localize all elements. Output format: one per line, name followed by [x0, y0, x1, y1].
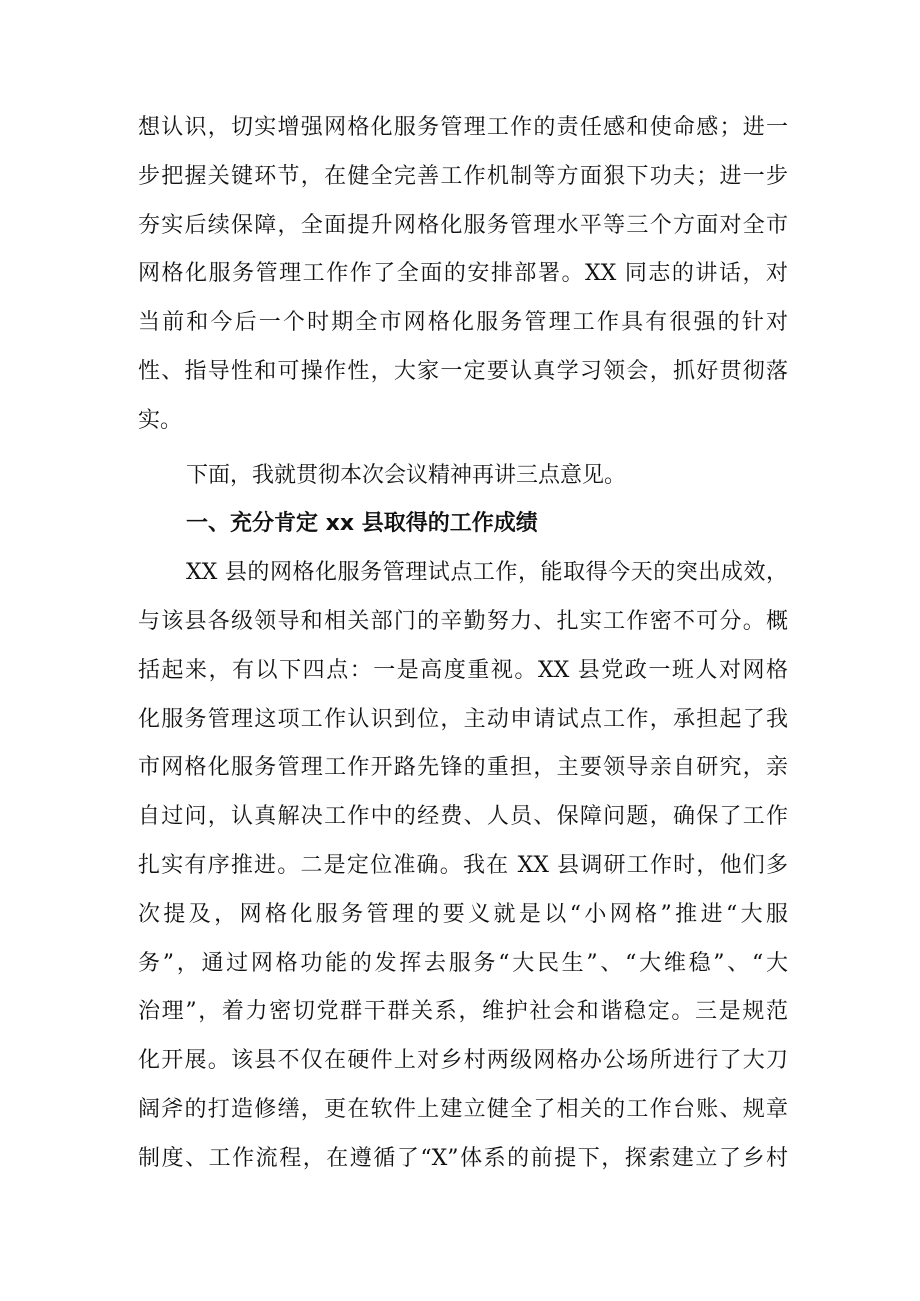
heading-text: 一、充分肯定 xx 县取得的工作成绩	[186, 511, 538, 537]
text-line: 化服务管理这项工作认识到位，主动申请试点工作，承担起了我	[138, 706, 788, 732]
text-line: 网格化服务管理工作作了全面的安排部署。XX 同志的讲话，对	[138, 261, 788, 287]
section-heading	[138, 500, 788, 549]
text-line: 与该县各级领导和相关部门的辛勤努力、扎实工作密不可分。概	[138, 608, 788, 634]
document-page	[138, 104, 788, 1184]
text-line: 步把握关键环节，在健全完善工作机制等方面狠下功夫；进一步	[138, 163, 788, 189]
paragraph-2	[138, 452, 788, 501]
text-line: 化开展。该县不仅在硬件上对乡村两级网格办公场所进行了大刀	[138, 1048, 788, 1074]
text-line: 阔斧的打造修缮，更在软件上建立健全了相关的工作台账、规章	[138, 1096, 788, 1122]
text-line: 下面，我就贯彻本次会议精神再讲三点意见。	[186, 462, 627, 488]
paragraph-3	[138, 549, 788, 1183]
text-line: 当前和今后一个时期全市网格化服务管理工作具有很强的针对	[138, 310, 788, 336]
paragraph-1	[138, 104, 788, 446]
text-line: 夯实后续保障，全面提升网格化服务管理水平等三个方面对全市	[138, 212, 788, 238]
text-line: 扎实有序推进。二是定位准确。我在 XX 县调研工作时，他们多	[138, 852, 788, 878]
text-line: 治理”，着力密切党群干群关系，维护社会和谐稳定。三是规范	[138, 999, 788, 1025]
text-line: 想认识，切实增强网格化服务管理工作的责任感和使命感；进一	[138, 115, 788, 140]
text-line: 括起来，有以下四点：一是高度重视。XX 县党政一班人对网格	[138, 657, 788, 683]
text-line: XX 县的网格化服务管理试点工作，能取得今天的突出成效，	[186, 560, 788, 586]
text-line: 自过问，认真解决工作中的经费、人员、保障问题，确保了工作	[138, 804, 788, 830]
text-line: 务”，通过网格功能的发挥去服务“大民生”、“大维稳”、“大	[138, 950, 788, 976]
text-line: 次提及，网格化服务管理的要义就是以“小网格”推进“大服	[138, 901, 788, 927]
text-line: 制度、工作流程，在遵循了“X”体系的前提下，探索建立了乡村	[138, 1145, 788, 1171]
text-line: 实。	[138, 407, 183, 433]
text-line: 性、指导性和可操作性，大家一定要认真学习领会，抓好贯彻落	[138, 358, 788, 384]
text-line: 市网格化服务管理工作开路先锋的重担，主要领导亲自研究，亲	[138, 755, 788, 781]
